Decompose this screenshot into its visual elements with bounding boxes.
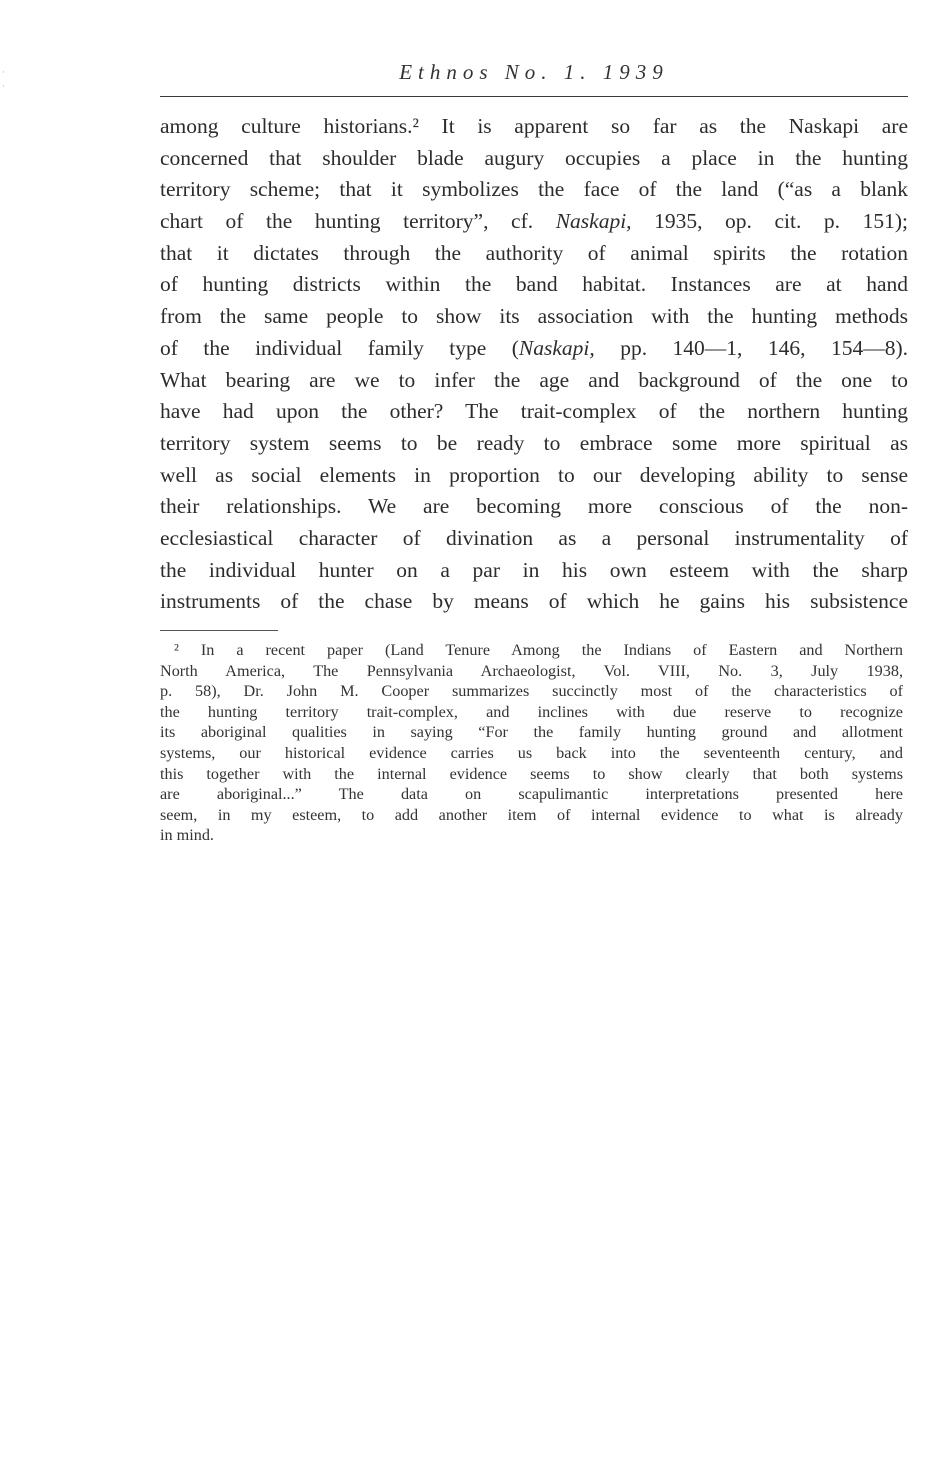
footnote-rule bbox=[160, 630, 278, 631]
footnote bbox=[160, 640, 903, 846]
footnote-line: North America, The Pennsylvania Archaeologist, Vol. VIII, No. 3, July 1938, bbox=[160, 661, 903, 680]
body-line: ecclesiastical character of divination as a personal instrumentality of bbox=[160, 525, 908, 550]
body-line: chart of the hunting territory”, cf. Naskapi, 1935, op. cit. p. 151); bbox=[160, 209, 909, 234]
footnote-line: are aboriginal...” The data on scapulimantic interpretations presented here bbox=[160, 785, 903, 804]
body-line: instruments of the chase by means of which he gains his subsistence bbox=[160, 589, 908, 614]
footnote-line: the hunting territory trait-complex, and inclines with due reserve to recognize bbox=[160, 702, 903, 721]
body-line: territory scheme; that it symbolizes the face of the land (“as a blank bbox=[160, 177, 908, 202]
work-title: Naskapi, bbox=[518, 335, 595, 360]
body-text bbox=[160, 111, 908, 618]
body-line: among culture historians.² It is apparent so far as the Naskapi are bbox=[160, 114, 908, 138]
body-line: from the same people to show its association with the hunting methods bbox=[160, 304, 908, 329]
body-line: the individual hunter on a par in his own esteem with the sharp bbox=[160, 557, 908, 582]
footnote-line: ² In a recent paper (Land Tenure Among the Indians of Eastern and Northern bbox=[174, 641, 903, 659]
work-title: Naskapi, bbox=[555, 209, 632, 234]
body-line: of hunting districts within the band habitat. Instances are at hand bbox=[160, 272, 908, 297]
body-line: that it dictates through the authority of animal spirits the rotation bbox=[160, 240, 908, 265]
footnote-line: p. 58), Dr. John M. Cooper summarizes succinctly most of the characteristics of bbox=[160, 682, 903, 701]
body-line: territory system seems to be ready to embrace some more spiritual as bbox=[160, 430, 908, 455]
body-line: What bearing are we to infer the age and background of the one to bbox=[160, 367, 908, 392]
body-line: well as social elements in proportion to our developing ability to sense bbox=[160, 462, 908, 487]
footnote-line: seem, in my esteem, to add another item of internal evidence to what is already bbox=[160, 805, 903, 824]
scan-specks: · · bbox=[2, 68, 5, 92]
footnote-line: in mind. bbox=[160, 826, 214, 845]
footnote-line: its aboriginal qualities in saying “For the family hunting ground and allotment bbox=[160, 723, 903, 742]
running-head: Ethnos No. 1. 1939 bbox=[399, 60, 669, 84]
body-line: have had upon the other? The trait-complex of the northern hunting bbox=[160, 399, 908, 424]
body-line: concerned that shoulder blade augury occupies a place in the hunting bbox=[160, 145, 908, 170]
footnote-line: this together with the internal evidence seems to show clearly that both systems bbox=[160, 764, 903, 783]
body-line: their relationships. We are becoming more conscious of the non- bbox=[160, 494, 908, 519]
header-rule bbox=[160, 96, 908, 97]
body-line: of the individual family type (Naskapi, pp. 140—1, 146, 154—8). bbox=[160, 335, 908, 360]
footnote-line: systems, our historical evidence carries us back into the seventeenth century, and bbox=[160, 743, 903, 762]
